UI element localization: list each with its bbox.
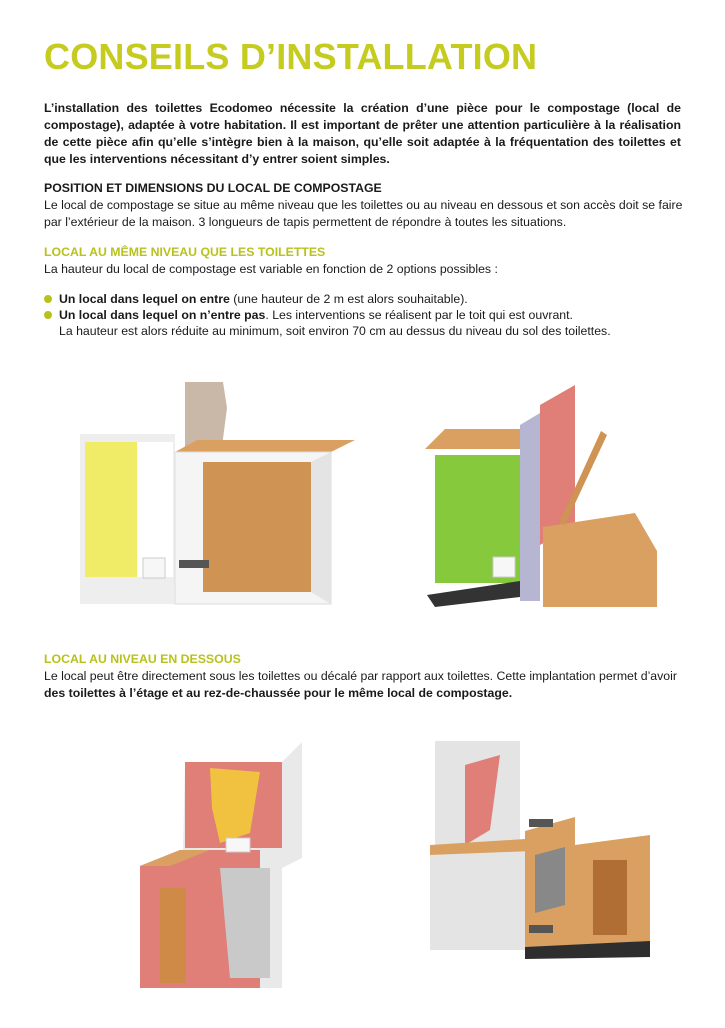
illustration-offset-room bbox=[425, 735, 655, 965]
toilet-bowl bbox=[226, 838, 250, 852]
page-title: CONSEILS D’INSTALLATION bbox=[44, 36, 538, 77]
bullet-2-rest: . Les interventions se réalisent par le toit qui est ouvrant. bbox=[265, 308, 573, 322]
below-section bbox=[44, 651, 694, 702]
list-item bbox=[44, 291, 694, 307]
toilet-room-space bbox=[137, 442, 173, 577]
roof-top bbox=[175, 440, 355, 452]
floor-tiles bbox=[427, 581, 520, 607]
same-level-section bbox=[44, 244, 694, 278]
door bbox=[593, 860, 627, 935]
options-list bbox=[44, 291, 694, 339]
door bbox=[160, 888, 186, 983]
chute-duct bbox=[535, 847, 565, 913]
side-panel bbox=[311, 452, 331, 604]
chute-pipe bbox=[529, 819, 553, 827]
position-section bbox=[44, 180, 694, 231]
illustration-room-directly-below bbox=[140, 738, 310, 1028]
pink-wall bbox=[540, 385, 575, 545]
intro-paragraph: L’installation des toilettes Ecodomeo nécessite la création d’une pièce pour le compostage (local de compostage), adaptée à votre habitation. Il est important de prêter une attention particulière à la réalisation de cette pièce afin qu’elle s’intègre bien à la maison, qu’elle soit adaptée à la fréquentation des toilettes et que les interventions nécessitant d’y entrer soient simples. bbox=[44, 101, 681, 166]
below-heading: LOCAL AU NIVEAU EN DESSOUS bbox=[44, 652, 241, 666]
position-text: Le local de compostage se situe au même niveau que les toilettes ou au niveau en dessous et son accès doit se faire par l’extérieur de la maison. 3 longueurs de tapis permettent de répondre à toutes les situations. bbox=[44, 198, 683, 229]
chute-pipe bbox=[529, 925, 553, 933]
bullet-icon bbox=[44, 295, 52, 303]
list-item bbox=[44, 307, 694, 323]
lilac-wall bbox=[520, 413, 540, 601]
below-text-bold: des toilettes à l’étage et au rez-de-chaussée pour le même local de compostage. bbox=[44, 686, 513, 700]
yellow-wall bbox=[85, 442, 137, 577]
bullet-1-bold: Un local dans lequel on entre bbox=[59, 292, 230, 306]
upper-floor-wood bbox=[425, 429, 535, 449]
bullet-2-bold: Un local dans lequel on n’entre pas bbox=[59, 308, 266, 322]
below-text bbox=[44, 668, 694, 702]
below-text-start: Le local peut être directement sous les toilettes ou décalé par rapport aux toilettes. Cette implantation permet d’avoir bbox=[44, 669, 677, 683]
wood-back-wall bbox=[203, 462, 311, 592]
position-heading: POSITION ET DIMENSIONS DU LOCAL DE COMPOSTAGE bbox=[44, 181, 382, 195]
toilet-bowl bbox=[493, 557, 515, 577]
bullet-icon bbox=[44, 311, 52, 319]
compost-box bbox=[543, 513, 657, 607]
same-level-text: La hauteur du local de compostage est variable en fonction de 2 options possibles : bbox=[44, 262, 498, 276]
lower-wall bbox=[430, 851, 525, 950]
illustration-opening-roof-room bbox=[425, 385, 665, 615]
chute-pipe bbox=[179, 560, 209, 568]
bullet-1-rest: (une hauteur de 2 m est alors souhaitable). bbox=[229, 292, 468, 306]
toilet-bowl bbox=[143, 558, 165, 578]
illustration-walk-in-room bbox=[75, 382, 355, 622]
same-level-heading: LOCAL AU MÊME NIVEAU QUE LES TOILETTES bbox=[44, 245, 326, 259]
bullet-2-continuation: La hauteur est alors réduite au minimum, soit environ 70 cm au dessus du niveau du sol des toilettes. bbox=[59, 324, 611, 338]
